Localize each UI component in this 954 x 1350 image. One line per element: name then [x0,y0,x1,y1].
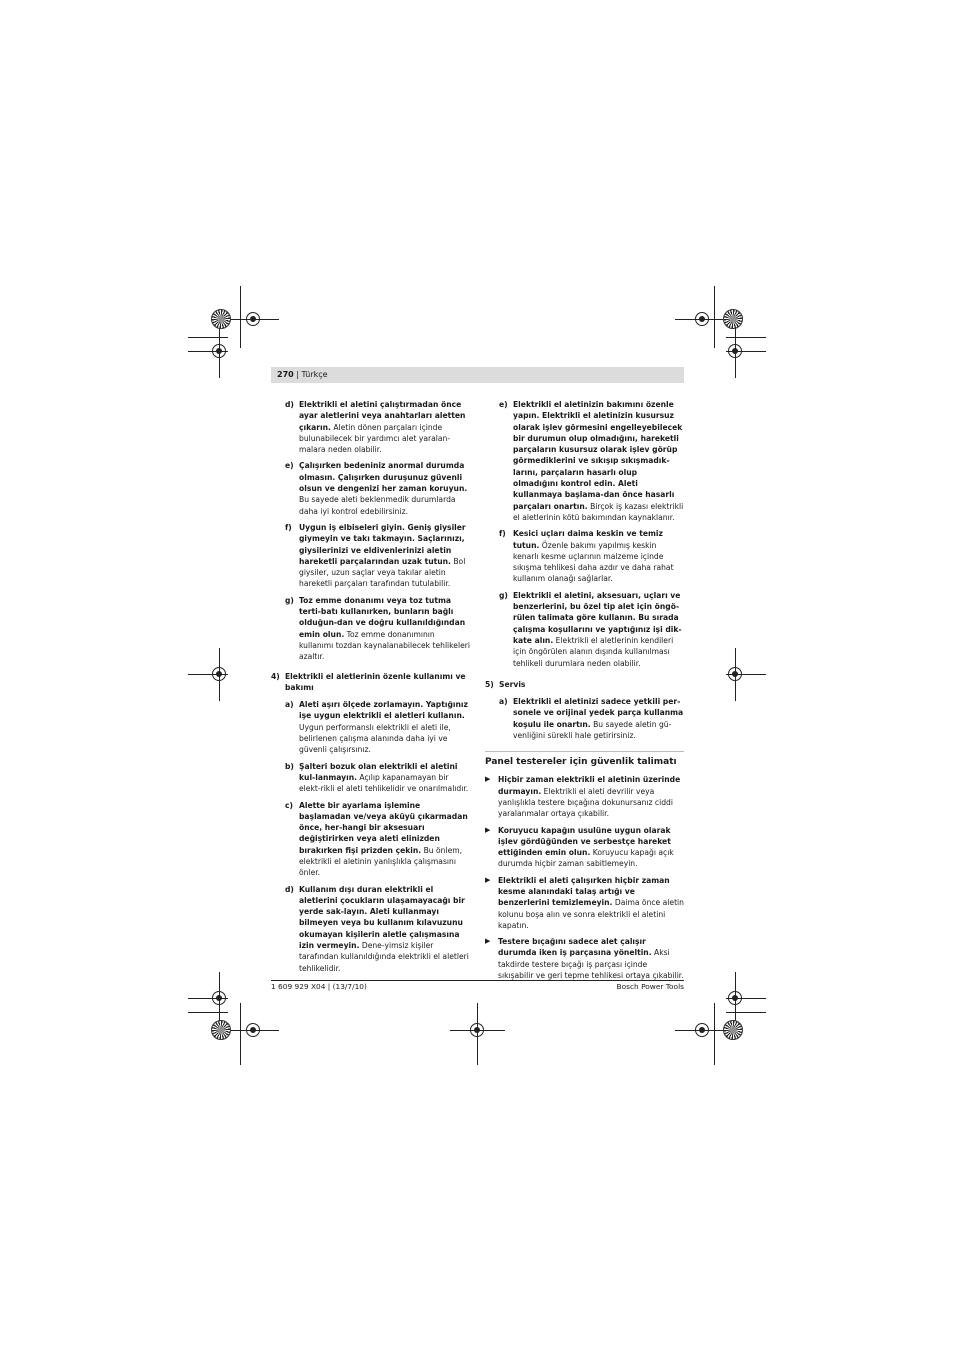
crop-line [240,1003,241,1065]
bullet-bold-text: Testere bıçağını sadece alet çalışır durumda iken iş parçasına yöneltin. [498,937,652,958]
page-header [277,369,328,380]
item-text: Aletin dönen parçaları içinde bulunabilecek bir yardımcı alet yaralan-malara neden olabilir. [299,422,451,455]
list-item [499,528,684,584]
list-a-to-d [285,699,471,974]
item-bold-text: Şalteri bozuk olan elektrikli el aletini kul-lanmayın. [299,761,458,782]
item-label: e) [285,461,294,471]
item-text: Birçok iş kazası elektrikli el aletlerinin kötü bakımından kaynaklanır. [513,501,684,522]
page-header-bar [271,367,684,383]
crop-line [188,1012,228,1013]
crop-line [714,1003,715,1065]
item-label: d) [285,884,294,894]
item-bold-text: Elektrikli el aletinizin bakımını özenle yapın. Elektrikli el aletinizin kusursuz olarak işlev görmesini engelleyebilecek bir durumun olup olmadığını, hareketli parçaların kusursuz olarak işlev görüp görmediklerini ve sıkışıp sıkışmadık-larını, parçaların hasarlı olup olmadığını kontrol edin. Aleti kullanmaya başlama-dan önce hasarlı parçaları onartın. [513,400,683,511]
item-bold-text: Alette bir ayarlama işlemine başlamadan ve/veya aküyü çıkarmadan önce, her-hangi bir aksesuarı değiştirirken veya aleti elinizden bırakırken fişi prizden çekin. [299,800,468,855]
list-item [285,800,471,879]
item-text: Bu önlem, elektrikli el aletinin yanlışlıkla çalışmasını önler. [299,845,463,878]
header-separator: | [293,370,302,379]
registration-target-icon [246,1023,260,1037]
item-bold-text: Elektrikli el aletini çalıştırmadan önce ayar aletlerini veya anahtarları aletten çıkarın. [299,400,466,432]
color-wheel-icon [211,309,231,329]
triangle-right-icon: ▶ [485,775,491,784]
list-d-to-g [285,399,471,663]
section-4-title [271,671,471,694]
item-label: e) [499,400,508,409]
item-bold-text: Aleti aşırı ölçede zorlamayın. Yaptığınız işe uygun elektrikli el aletleri kullanın. [299,700,468,721]
triangle-right-icon: ▶ [485,937,491,946]
item-label: a) [285,700,294,710]
item-text: Bu sayede aletin gü-venliğini sürekli hale getirirsiniz. [513,719,672,741]
item-label: f) [499,529,506,539]
bullet-item [485,825,684,870]
bullet-bold-text: Elektrikli el aleti çalışırken hiçbir zaman kesme alanındaki talaş artığı ve benzerlerini temizlemeyin. [498,875,670,908]
list-item [285,399,471,455]
bullet-bold-text: Koruyucu kapağın usulüne uygun olarak işlev gördüğünden ve serbestçe hareket ettiğinden emin olun. [498,825,671,858]
section-title: Servis [499,679,526,689]
section-label: 4) [271,671,280,681]
registration-target-icon [212,344,226,358]
item-text: Bu sayede aleti beklenmedik durumlarda daha iyi kontrol edebilirsiniz. [299,495,456,516]
item-text: Bol giysiler, uzun saçlar veya takılar aletin hareketli parçaları tarafından tutulabilir. [299,556,466,589]
item-bold-text: Toz emme donanımı veya toz tutma terti-batı kullanırken, bunların bağlı olduğun-dan ve doğru kullanıldığından emin olun. [299,595,466,639]
page-number: 270 [277,370,294,379]
list-e-to-g [499,399,684,669]
registration-target-icon [695,1023,709,1037]
item-text: Elektrikli el aletlerinin kendileri için öngörülen alanın dışında kullanılması tehlikeli durumlara neden olabilir. [513,635,674,668]
item-bold-text: Uygun iş elbiseleri giyin. Geniş giysiler giymeyin ve takı takmayın. Saçlarınızı, giysilerinizi ve eldivenlerinizi aletin hareketli parçalarından uzak tutun. [299,522,466,566]
color-wheel-icon [211,1020,231,1040]
list-item [285,522,471,590]
registration-target-icon [212,667,226,681]
list-item [285,595,471,663]
item-bold-text: Elektrikli el aletini, aksesuarı, uçları ve benzerlerini, bu özel tip alet için öngö-rülen talimata göre kullanın. Bu sırada çalışma koşullarını ve yaptığınız işi dik-kate alın. [513,590,682,645]
bullet-text: Elektrikli el aleti devrilir veya yanlışlıkla testere bıçağına dokunursanız ciddi yaralanmalar ortaya çıkabilir. [498,786,673,819]
footer-rule [271,980,684,981]
list-item [499,590,684,669]
list-item [285,699,471,755]
bullet-text: Koruyucu kapağı açık durumda hiçbir zaman sabitlemeyin. [498,848,674,869]
item-text: Özenle bakımı yapılmış keskin kenarlı kesme uçlarının malzeme içinde sıkışma tehlikesi daha azdır ve daha rahat kullanım olanağı sağlarlar. [513,540,674,584]
item-label: c) [285,800,293,810]
list-item [499,399,684,523]
item-text: Dene-yimsiz kişiler tarafından kullanıldığında elektrikli el aletleri tehlikelidir. [299,941,469,973]
triangle-right-icon: ▶ [485,825,491,834]
triangle-right-icon: ▶ [485,875,491,884]
item-text: Toz emme donanımının kullanımı tozdan kaynalanabilecek tehlikeleri azaltır. [299,629,470,662]
crop-line [726,337,766,338]
crop-line [726,1012,766,1013]
bullet-bold-text: Hiçbir zaman elektrikli el aletinin üzerinde durmayın. [498,775,681,796]
registration-target-icon [695,312,709,326]
bullet-item [485,875,684,931]
right-column [485,399,684,986]
section-heading: Panel testereler için güvenlik talimatı [485,751,684,768]
color-wheel-icon [723,309,743,329]
bullet-text: Aksi takdirde testere bıçağı iş parçası içinde sıkışabilir ve geri tepme tehlikesi ortaya çıkabilir. [498,948,684,981]
left-column [271,399,471,979]
list-item [499,696,684,741]
item-bold-text: Kullanım dışı duran elektrikli el aletlerini çocukların ulaşamayacağı bir yerde sak-layın. Aleti kullanmayı bilmeyen veya bu kullanım kılavuzunu okumayan kişilerin aletle çalışmasına izin vermeyin. [299,884,465,951]
list-item [285,884,471,974]
registration-target-icon [212,991,226,1005]
item-label: g) [285,595,294,605]
item-bold-text: Elektrikli el aletinizi sadece yetkili per-sonele ve orijinal yedek parça kullanma koşulu ile onartın. [513,697,684,729]
registration-target-icon [728,991,742,1005]
section-title: Elektrikli el aletlerinin özenle kullanımı ve bakımı [285,671,466,692]
list-item [285,761,471,795]
bullet-item [485,774,684,819]
item-bold-text: Kesici uçları daima keskin ve temiz tutun. [513,529,663,550]
bullet-list [485,774,684,981]
color-wheel-icon [723,1020,743,1040]
bullet-item [485,936,684,981]
item-label: d) [285,400,294,409]
item-text: Uygun performanslı elektrikli el aleti ile, belirlenen çalışma alanında daha iyi ve güvenli çalışırsınız. [299,722,451,755]
bullet-text: Daima önce aletin kolunu boşa alın ve sonra elektrikli el aletini kapatın. [498,898,684,930]
footer-brand: Bosch Power Tools [616,982,684,991]
item-text: Açılıp kapanamayan bir elekt-rikli el aleti tehlikelidir ve onarılmalıdır. [299,772,469,794]
item-bold-text: Çalışırken bedeniniz anormal durumda olmasın. Çalışırken duruşunuz güvenli olsun ve dengenizi her zaman koruyun. [299,461,468,494]
registration-target-icon [246,312,260,326]
item-label: f) [285,522,292,532]
header-language: Türkçe [301,370,328,379]
crop-line [240,286,241,348]
crop-line [714,286,715,348]
item-label: g) [499,590,508,600]
footer-doc-number: 1 609 929 X04 | (13/7/10) [271,982,367,991]
registration-target-icon [728,344,742,358]
item-label: b) [285,761,294,771]
registration-target-icon [470,1023,484,1037]
item-label: a) [499,697,508,707]
registration-target-icon [728,667,742,681]
list-item [285,460,471,516]
section-label: 5) [485,679,494,689]
section-5-title [485,679,684,690]
list-5a [499,696,684,741]
crop-line [188,337,228,338]
